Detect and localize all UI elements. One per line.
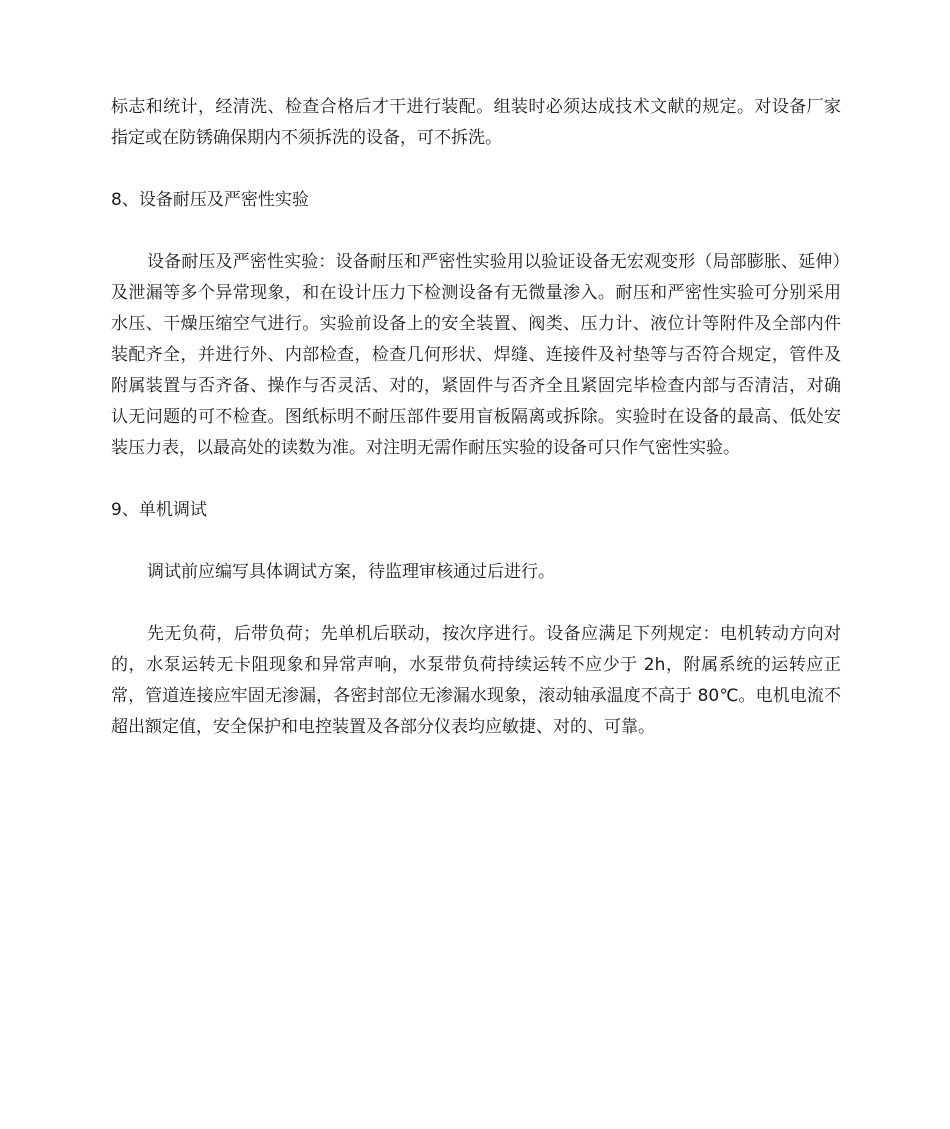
document-body <box>111 92 841 743</box>
section-9-paragraph-2: 先无负荷，后带负荷；先单机后联动，按次序进行。设备应满足下列规定：电机转动方向对的，水泵运转无卡阻现象和异常声响，水泵带负荷持续运转不应少于 2h，附属系统的运转应正常，管道连接应牢固无渗漏，各密封部位无渗漏水现象，滚动轴承温度不高于 80℃。电机电流不超出额定值，安全保护和电控装置及各部分仪表均应敏捷、对的、可靠。 <box>111 624 841 737</box>
paragraph-spacer <box>111 464 841 495</box>
section-9-paragraph-1: 调试前应编写具体调试方案，待监理审核通过后进行。 <box>147 562 555 582</box>
intro-paragraph: 标志和统计，经清洗、检查合格后才干进行装配。组装时必须达成技术文献的规定。对设备厂家指定或在防锈确保期内不须拆洗的设备，可不拆洗。 <box>111 97 841 148</box>
section-8-paragraph: 设备耐压及严密性实验：设备耐压和严密性实验用以验证设备无宏观变形（局部膨胀、延伸）及泄漏等多个异常现象，和在设计压力下检测设备有无微量渗入。耐压和严密性实验可分别采用水压、干燥压缩空气进行。实验前设备上的安全装置、阀类、压力计、液位计等附件及全部内件装配齐全，并进行外、内部检查，检查几何形状、焊缝、连接件及衬垫等与否符合规定，管件及附属装置与否齐备、操作与否灵活、对的，紧固件与否齐全且紧固完毕检查内部与否清洁，对确认无问题的可不检查。图纸标明不耐压部件要用盲板隔离或拆除。实验时在设备的最高、低处安装压力表，以最高处的读数为准。对注明无需作耐压实验的设备可只作气密性实验。 <box>111 252 841 458</box>
paragraph-spacer <box>111 154 841 185</box>
paragraph-spacer <box>111 588 841 619</box>
paragraph-spacer <box>111 526 841 557</box>
paragraph-spacer <box>111 216 841 247</box>
section-8-heading: 8、设备耐压及严密性实验 <box>111 190 309 210</box>
section-9-heading: 9、单机调试 <box>111 500 207 520</box>
